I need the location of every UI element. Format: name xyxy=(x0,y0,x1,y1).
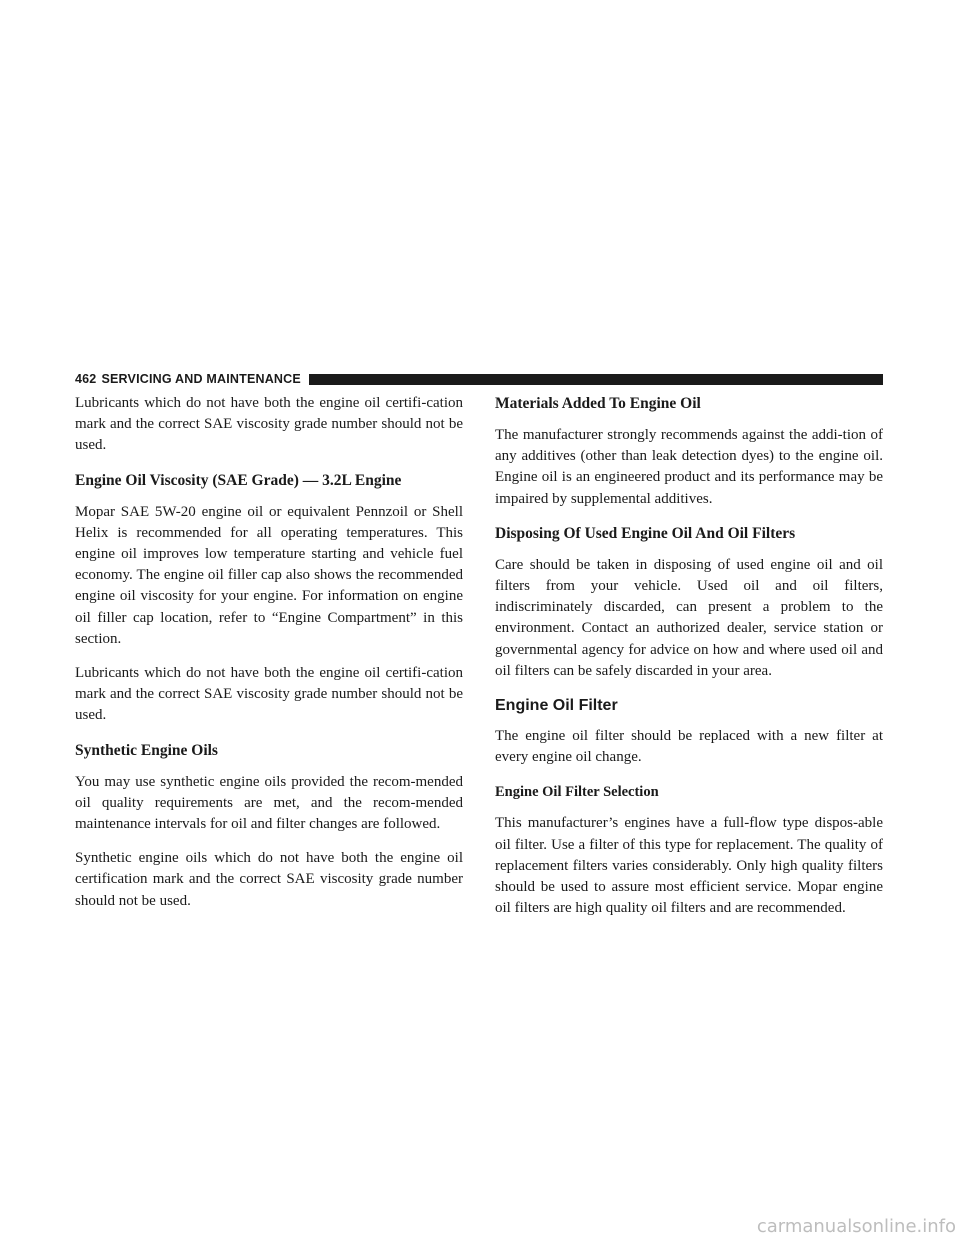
paragraph-mopar-recommendation: Mopar SAE 5W-20 engine oil or equivalent Pennzoil or Shell Helix is recommended for all operating temperatures. This engine oil improves low temperature starting and vehicle fuel economy. The engine oil filler cap also shows the recommended engine oil viscosity for your engine. For information on engine oil filler cap location, refer to “Engine Compartment” in this section. xyxy=(75,503,463,647)
paragraph-disposal: Care should be taken in disposing of used engine oil and oil filters from your vehicle. Used oil and oil filters, indiscriminately discarded, can present a problem to the environment. Contact an authorized dealer, service station or governmental agency for advice on how and where used oil and oil filters can be safely discarded in your area. xyxy=(495,556,883,679)
heading-disposing-oil: Disposing Of Used Engine Oil And Oil Filters xyxy=(495,524,796,542)
paragraph-additives: The manufacturer strongly recommends against the addi-tion of any additives (other than leak detection dyes) to the engine oil. Engine oil is an engineered product and its performance may be impaired by supplemental additives. xyxy=(495,427,883,507)
heading-filter-selection: Engine Oil Filter Selection xyxy=(495,784,659,801)
heading-oil-viscosity: Engine Oil Viscosity (SAE Grade) — 3.2L Engine xyxy=(75,471,402,489)
paragraph-lubricants-warning: Lubricants which do not have both the engine oil certifi-cation mark and the correct SAE viscosity grade number should not be used. xyxy=(75,395,463,454)
left-column xyxy=(75,393,463,925)
section-title: SERVICING AND MAINTENANCE xyxy=(101,372,301,386)
paragraph-lubricants-warning-2: Lubricants which do not have both the engine oil certifi-cation mark and the correct SAE viscosity grade number should not be used. xyxy=(75,665,463,724)
paragraph-filter-replace: The engine oil filter should be replaced with a new filter at every engine oil change. xyxy=(495,728,883,766)
paragraph-filter-selection: This manufacturer’s engines have a full-flow type dispos-able oil filter. Use a filter of this type for replacement. The quality of replacement filters varies considerably. Only high quality filters should be used to assure most efficient service. Mopar engine oil filters are high quality oil filters and are recommended. xyxy=(495,815,883,917)
watermark xyxy=(0,1216,960,1237)
heading-synthetic-oils: Synthetic Engine Oils xyxy=(75,741,218,759)
paragraph-synthetic-use: You may use synthetic engine oils provided the recom-mended oil quality requirements are met, and the recom-mended maintenance intervals for oil and filter changes are followed. xyxy=(75,773,463,833)
heading-materials-added: Materials Added To Engine Oil xyxy=(495,395,701,412)
heading-oil-filter: Engine Oil Filter xyxy=(495,697,618,715)
paragraph-synthetic-warning: Synthetic engine oils which do not have both the engine oil certification mark and the correct SAE viscosity grade number should not be used. xyxy=(75,850,463,909)
page-number: 462 xyxy=(75,372,97,386)
right-column xyxy=(495,393,883,932)
page-header xyxy=(75,371,883,387)
header-rule xyxy=(309,374,883,385)
watermark-text: carmanualsonline.info xyxy=(756,1216,956,1237)
